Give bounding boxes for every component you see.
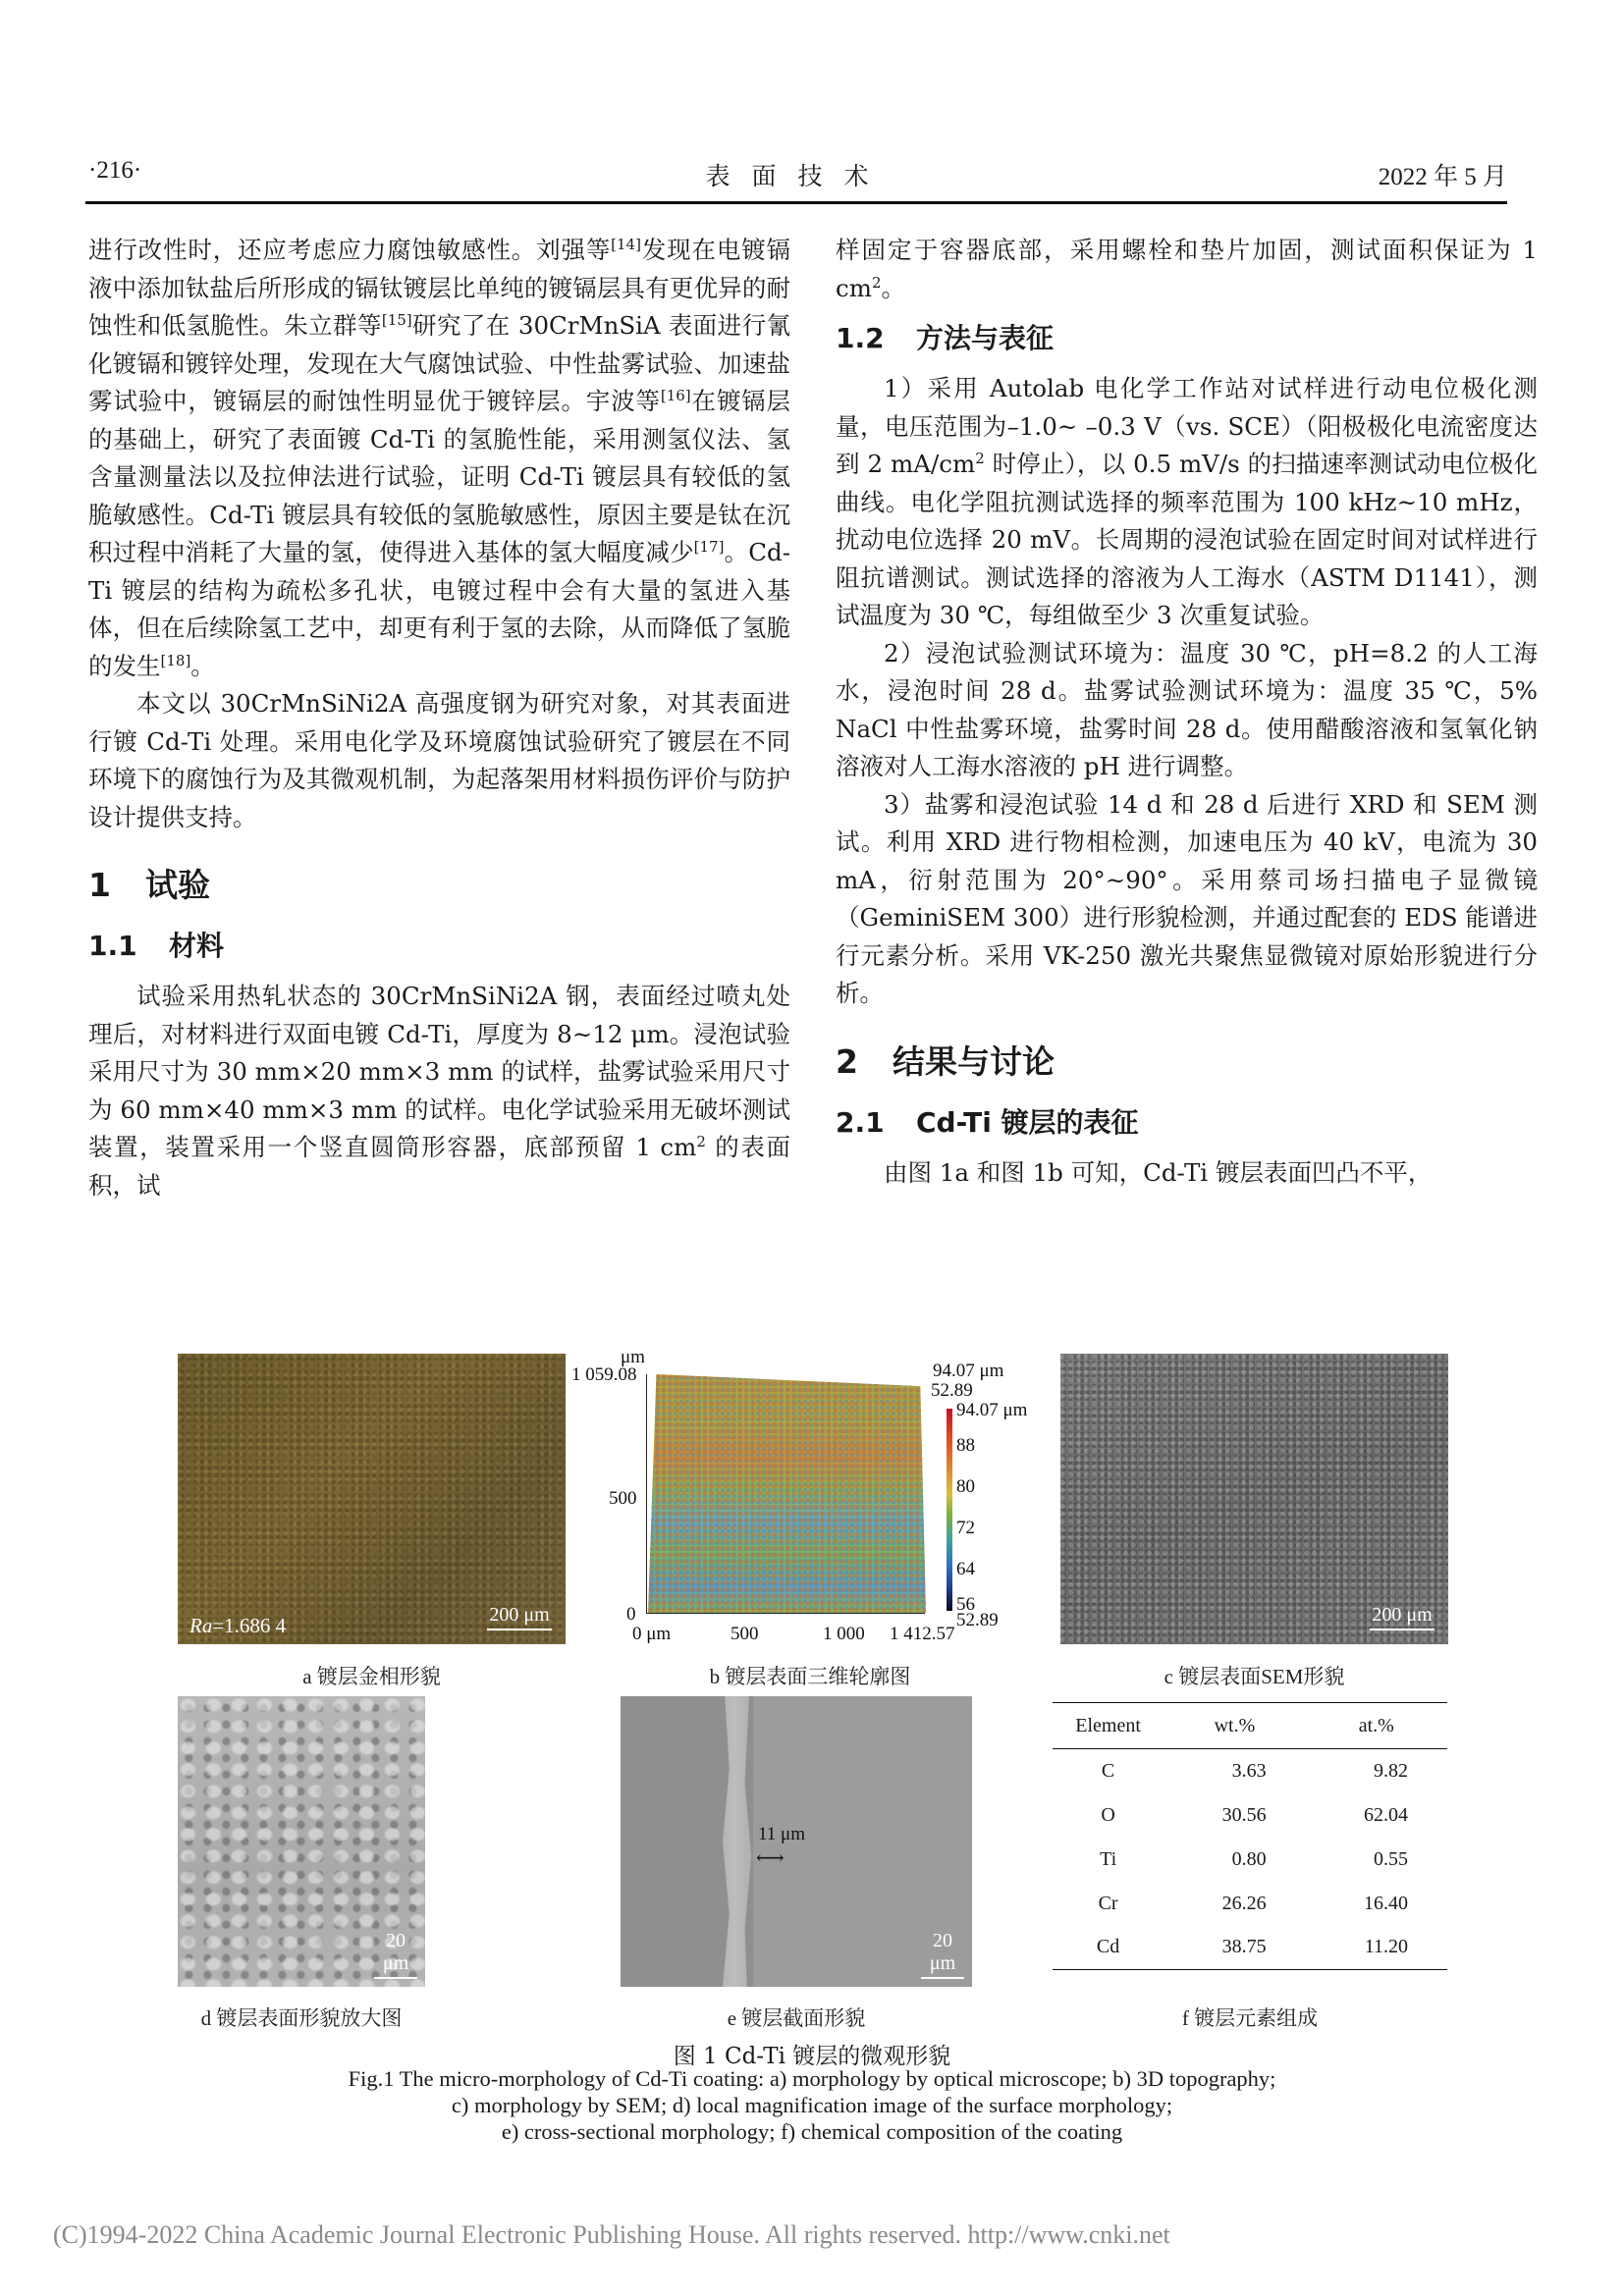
column-header: Element	[1075, 1714, 1141, 1736]
x-tick: 1 412.57	[890, 1624, 955, 1644]
header-rule	[85, 201, 1507, 204]
panel-b-caption: b 镀层表面三维轮廓图	[709, 1665, 911, 1688]
intro-paragraph-1	[88, 232, 790, 685]
section-title: 方法与表征	[916, 322, 1055, 354]
scale-bar	[374, 1930, 417, 1979]
at-cell: 9.82	[1374, 1759, 1408, 1782]
y-axis	[646, 1374, 647, 1613]
superscript: 2	[696, 1132, 706, 1150]
y-tick: 1 059.08	[571, 1364, 637, 1385]
table-row	[1053, 1926, 1447, 1970]
z-bottom-label: 52.89	[931, 1380, 973, 1401]
issue-date: 2022 年 5 月	[1378, 164, 1507, 190]
scale-line	[1370, 1629, 1435, 1630]
section-title: 试验	[145, 866, 210, 904]
scale-label: 20 μm	[929, 1930, 956, 1974]
x-tick: 0 μm	[632, 1624, 672, 1644]
panel-e-caption: e 镀层截面形貌	[727, 2006, 866, 2030]
at-cell: 62.04	[1364, 1803, 1408, 1826]
section-number: 1.2	[836, 322, 885, 354]
section-number: 2	[836, 1041, 858, 1081]
thickness-label: 11 μm	[758, 1824, 806, 1844]
method-item-1	[836, 370, 1538, 635]
wt-cell: 26.26	[1221, 1892, 1267, 1914]
text: 发现在电镀镉液中添加钛盐后所形成的镉钛镀层比单纯的镀镉层具有更优异的耐蚀性和低氢脆性。朱立群等	[88, 236, 790, 340]
results-paragraph: 由图 1a 和图 1b 可知，Cd-Ti 镀层表面凹凸不平，	[884, 1157, 1433, 1187]
text: 1）采用 Autolab 电化学工作站对试样进行动电位极化测量，电压范围为–1.0~ –0.3 V（vs. SCE）（阳极极化电流密度达到 2 mA/cm	[836, 374, 1538, 478]
scale-bar	[921, 1930, 964, 1979]
colorbar-tick: 88	[956, 1435, 975, 1456]
colorbar	[947, 1409, 952, 1611]
roughness-label	[189, 1614, 286, 1638]
citation-14[interactable]: [14]	[611, 235, 641, 253]
superscript: 2	[975, 449, 985, 467]
ra-value: =1.686 4	[212, 1614, 287, 1637]
text: 。	[881, 273, 906, 302]
element-cell: C	[1101, 1759, 1115, 1782]
scale-label: 200 μm	[489, 1604, 550, 1626]
sem-magnified-image	[178, 1696, 425, 1987]
x-axis	[646, 1613, 925, 1614]
figure-caption-english	[0, 2065, 1624, 2145]
text: 研究了在 30CrMnSiA 表面进行氰化镀镉和镀锌处理，发现在大气腐蚀试验、中性盐雾试验、加速盐雾试验中，镀镉层的耐蚀性明显优于镀锌层。宇波等	[88, 311, 790, 415]
wt-cell: 30.56	[1221, 1803, 1267, 1826]
coating-layer	[714, 1696, 758, 1987]
section-number: 1	[88, 866, 111, 904]
panel-c-caption: c 镀层表面SEM形貌	[1164, 1665, 1345, 1688]
table-row	[1053, 1838, 1447, 1882]
colorbar-tick: 80	[956, 1476, 975, 1497]
scale-label: 20 μm	[382, 1930, 409, 1974]
text: 在镀镉层的基础上，研究了表面镀 Cd-Ti 的氢脆性能，采用测氢仪法、氢含量测量法以及拉伸法进行试验，证明 Cd-Ti 镀层具有较低的氢脆敏感性。Cd-Ti 镀层具有较低的氢脆敏感性，原因主要是钛在沉积过程中消耗了大量的氢，使得进入基体的氢大幅度减少	[88, 387, 791, 566]
element-cell: Ti	[1100, 1847, 1117, 1870]
table-row	[1053, 1882, 1447, 1926]
at-cell: 0.55	[1374, 1847, 1408, 1870]
cross-section-image	[621, 1696, 972, 1987]
intro-paragraph-2: 本文以 30CrMnSiNi2A 高强度钢为研究对象，对其表面进行镀 Cd-Ti 处理。采用电化学及环境腐蚀试验研究了镀层在不同环境下的腐蚀行为及其微观机制，为起落架用材料损伤评价与防护设计提供支持。	[88, 689, 790, 831]
scale-label: 200 μm	[1372, 1604, 1433, 1626]
colorbar-tick: 94.07 μm	[956, 1400, 1028, 1420]
element-cell: Cd	[1096, 1936, 1120, 1958]
scale-line	[487, 1629, 552, 1630]
at-cell: 11.20	[1364, 1936, 1408, 1958]
method-item-3: 3）盐雾和浸泡试验 14 d 和 28 d 后进行 XRD 和 SEM 测试。利用 XRD 进行物相检测，加速电压为 40 kV，电流为 30 mA，衍射范围为 20°~90°。采用蔡司场扫描电子显微镜（GeminiSEM 300）进行形貌检测，并通过配套的 EDS 能谱进行元素分析。采用 VK-250 激光共聚焦显微镜对原始形貌进行分析。	[836, 789, 1538, 1007]
text: 进行改性时，还应考虑应力腐蚀敏感性。刘强等	[88, 236, 612, 264]
colorbar-tick: 64	[956, 1559, 975, 1579]
topography-surface-image	[648, 1374, 926, 1613]
text: 时停止），以 0.5 mV/s 的扫描速率测试动电位极化曲线。电化学阻抗测试选择的频率范围为 100 kHz~10 mHz，扰动电位选择 20 mV。长周期的浸泡试验在固定时间对试样进行阻抗谱测试。测试选择的溶液为人工海水（ASTM D1141），测试温度为 30 ℃，每组做至少 3 次重复试验。	[836, 450, 1539, 629]
journal-name: 表面技术	[705, 162, 891, 190]
x-tick: 1 000	[823, 1624, 865, 1644]
column-header: at.%	[1358, 1714, 1394, 1736]
double-arrow-icon: ⟷	[756, 1845, 785, 1869]
citation-15[interactable]: [15]	[381, 310, 412, 329]
optical-micrograph-image	[178, 1354, 566, 1644]
citation-16[interactable]: [16]	[660, 386, 691, 404]
section-title: 材料	[169, 930, 225, 962]
section-title: 结果与讨论	[893, 1041, 1055, 1081]
element-cell: O	[1101, 1803, 1115, 1826]
caption-line: Fig.1 The micro-morphology of Cd-Ti coating: a) morphology by optical microscope; b) 3D topography;	[348, 2066, 1276, 2091]
sem-surface-image	[1060, 1354, 1448, 1644]
colorbar-tick: 72	[956, 1518, 975, 1538]
at-cell: 16.40	[1364, 1892, 1408, 1914]
panel-a-caption: a 镀层金相形貌	[302, 1665, 441, 1688]
subsection-heading-1-1	[88, 929, 790, 964]
scale-line	[921, 1977, 964, 1979]
column-header: wt.%	[1214, 1714, 1256, 1736]
table-row	[1053, 1749, 1447, 1793]
element-cell: Cr	[1098, 1892, 1118, 1914]
caption-line: e) cross-sectional morphology; f) chemical composition of the coating	[501, 2119, 1123, 2144]
wt-cell: 0.80	[1231, 1847, 1267, 1870]
wt-cell: 38.75	[1221, 1936, 1267, 1958]
z-top-label: 94.07 μm	[933, 1361, 1004, 1381]
section-heading-2	[836, 1042, 1538, 1082]
left-column	[88, 232, 790, 1204]
page-number: ·216·	[88, 157, 142, 184]
section-number: 2.1	[836, 1105, 885, 1139]
3d-topography-plot	[550, 1347, 1060, 1647]
section-heading-1	[88, 866, 790, 905]
y-tick: 0	[626, 1604, 636, 1625]
scale-bar	[487, 1604, 552, 1630]
eds-composition-table	[1053, 1702, 1447, 1970]
ra-symbol: Ra	[189, 1614, 213, 1637]
wt-cell: 3.63	[1231, 1759, 1267, 1782]
colorbar-tick: 52.89	[956, 1610, 999, 1630]
figure-caption-chinese: 图 1 Cd-Ti 镀层的微观形貌	[673, 2044, 951, 2069]
method-item-2: 2）浸泡试验测试环境为：温度 30 ℃，pH=8.2 的人工海水，浸泡时间 28 d。盐雾试验测试环境为：温度 35 ℃，5% NaCl 中性盐雾环境，盐雾时间 28 d。使用醋酸溶液和氢氧化钠溶液对人工海水溶液的 pH 进行调整。	[836, 638, 1538, 780]
text: 的表面积，试	[88, 1133, 790, 1200]
running-header	[88, 157, 1507, 192]
colorbar-tick: 56	[956, 1594, 975, 1615]
materials-paragraph-cont	[836, 232, 1538, 307]
materials-paragraph	[88, 978, 790, 1204]
y-axis-unit: μm	[621, 1347, 645, 1367]
y-tick: 500	[609, 1488, 637, 1509]
subsection-heading-2-1	[836, 1105, 1538, 1141]
x-tick: 500	[731, 1624, 759, 1644]
citation-18[interactable]: [18]	[160, 651, 191, 669]
section-title: Cd-Ti 镀层的表征	[916, 1105, 1139, 1139]
text: 样固定于容器底部，采用螺栓和垫片加固，测试面积保证为 1 cm	[836, 236, 1538, 302]
right-column	[836, 232, 1538, 1192]
copyright-footer: (C)1994-2022 China Academic Journal Electronic Publishing House. All rights reserved. http://www.cnki.net	[53, 2220, 1170, 2249]
text: 。Cd-Ti 镀层的结构为疏松多孔状，电镀过程中会有大量的氢进入基体，但在后续除氢工艺中，却更有利于氢的去除，从而降低了氢脆的发生	[88, 538, 790, 680]
section-number: 1.1	[88, 930, 137, 962]
text: 。	[190, 651, 215, 680]
citation-17[interactable]: [17]	[693, 537, 725, 556]
table-header-row	[1053, 1703, 1447, 1749]
panel-d-caption: d 镀层表面形貌放大图	[200, 2006, 403, 2030]
scale-line	[374, 1977, 417, 1979]
table-row	[1053, 1793, 1447, 1838]
superscript: 2	[871, 273, 882, 292]
subsection-heading-1-2	[836, 321, 1538, 356]
scale-bar	[1370, 1604, 1435, 1630]
panel-f-caption: f 镀层元素组成	[1181, 2006, 1319, 2030]
text: 试验采用热轧状态的 30CrMnSiNi2A 钢，表面经过喷丸处理后，对材料进行双面电镀 Cd-Ti，厚度为 8~12 μm。浸泡试验采用尺寸为 30 mm×20 mm×3 mm 的试样，盐雾试验采用尺寸为 60 mm×40 mm×3 mm 的试样。电化学试验采用无破坏测试装置，装置采用一个竖直圆筒形容器，底部预留 1 cm	[88, 982, 790, 1161]
caption-line: c) morphology by SEM; d) local magnification image of the surface morphology;	[451, 2093, 1173, 2117]
